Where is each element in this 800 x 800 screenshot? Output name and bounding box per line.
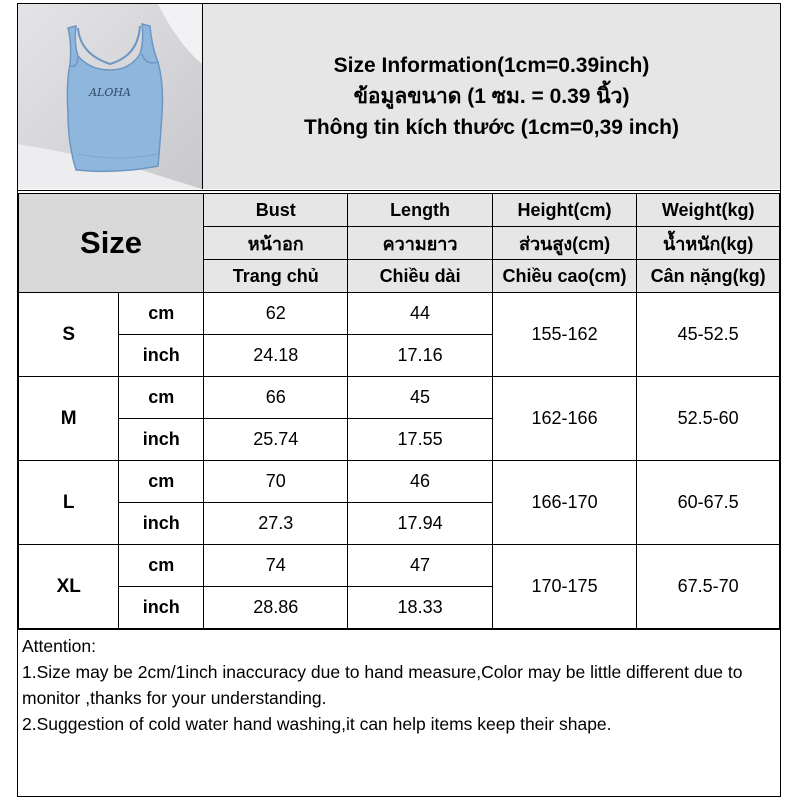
weight-cell: 67.5-70 (637, 545, 780, 629)
length-cell: 46 (348, 461, 492, 503)
bust-cell: 70 (204, 461, 348, 503)
product-photo (18, 4, 203, 189)
table-row (19, 377, 780, 419)
col-header-length-en: Length (348, 194, 492, 227)
col-header-length-th: ความยาว (348, 227, 492, 260)
size-chart-sheet (17, 3, 781, 797)
size-column-title: Size (19, 194, 204, 293)
col-header-height-th: ส่วนสูง(cm) (492, 227, 637, 260)
size-name-cell: L (19, 461, 119, 545)
weight-cell: 60-67.5 (637, 461, 780, 545)
weight-cell: 45-52.5 (637, 293, 780, 377)
table-row (19, 461, 780, 503)
size-name-cell: XL (19, 545, 119, 629)
bust-cell: 24.18 (204, 335, 348, 377)
length-cell: 44 (348, 293, 492, 335)
col-header-bust-th: หน้าอก (204, 227, 348, 260)
title-english: Size Information(1cm=0.39inch) (333, 54, 650, 77)
bust-cell: 66 (204, 377, 348, 419)
size-table (18, 193, 780, 629)
note-measurement: 1.Size may be 2cm/1inch inaccuracy due to hand measure,Color may be little different due to monitor ,thanks for your understanding. (22, 662, 743, 708)
unit-cell: inch (119, 419, 204, 461)
col-header-bust-vi: Trang chủ (204, 260, 348, 293)
unit-cell: inch (119, 587, 204, 629)
unit-cell: inch (119, 335, 204, 377)
col-header-weight-vi: Cân nặng(kg) (637, 260, 780, 293)
length-cell: 17.55 (348, 419, 492, 461)
size-name-cell: S (19, 293, 119, 377)
unit-cell: cm (119, 545, 204, 587)
length-cell: 18.33 (348, 587, 492, 629)
notes-title: Attention: (22, 636, 96, 656)
note-washing: 2.Suggestion of cold water hand washing,it can help items keep their shape. (22, 714, 612, 734)
header-title-block (203, 4, 780, 189)
col-header-weight-th: น้ำหนัก(kg) (637, 227, 780, 260)
col-header-length-vi: Chiều dài (348, 260, 492, 293)
col-header-weight-en: Weight(kg) (637, 194, 780, 227)
col-header-bust-en: Bust (204, 194, 348, 227)
chart-header (18, 4, 780, 191)
bust-cell: 28.86 (204, 587, 348, 629)
table-row (19, 545, 780, 587)
bust-cell: 62 (204, 293, 348, 335)
unit-cell: cm (119, 461, 204, 503)
height-cell: 170-175 (492, 545, 637, 629)
size-name-cell: M (19, 377, 119, 461)
attention-notes (18, 629, 780, 795)
height-cell: 162-166 (492, 377, 637, 461)
length-cell: 17.16 (348, 335, 492, 377)
length-cell: 45 (348, 377, 492, 419)
title-thai: ข้อมูลขนาด (1 ซม. = 0.39 นิ้ว) (353, 85, 630, 108)
weight-cell: 52.5-60 (637, 377, 780, 461)
svg-text:ALOHA: ALOHA (89, 86, 131, 99)
height-cell: 155-162 (492, 293, 637, 377)
height-cell: 166-170 (492, 461, 637, 545)
length-cell: 17.94 (348, 503, 492, 545)
col-header-height-vi: Chiều cao(cm) (492, 260, 637, 293)
bust-cell: 25.74 (204, 419, 348, 461)
col-header-height-en: Height(cm) (492, 194, 637, 227)
bust-cell: 74 (204, 545, 348, 587)
unit-cell: inch (119, 503, 204, 545)
unit-cell: cm (119, 293, 204, 335)
tank-top-icon (18, 4, 202, 189)
length-cell: 47 (348, 545, 492, 587)
table-row (19, 293, 780, 335)
title-vietnamese: Thông tin kích thước (1cm=0,39 inch) (304, 116, 679, 139)
unit-cell: cm (119, 377, 204, 419)
bust-cell: 27.3 (204, 503, 348, 545)
